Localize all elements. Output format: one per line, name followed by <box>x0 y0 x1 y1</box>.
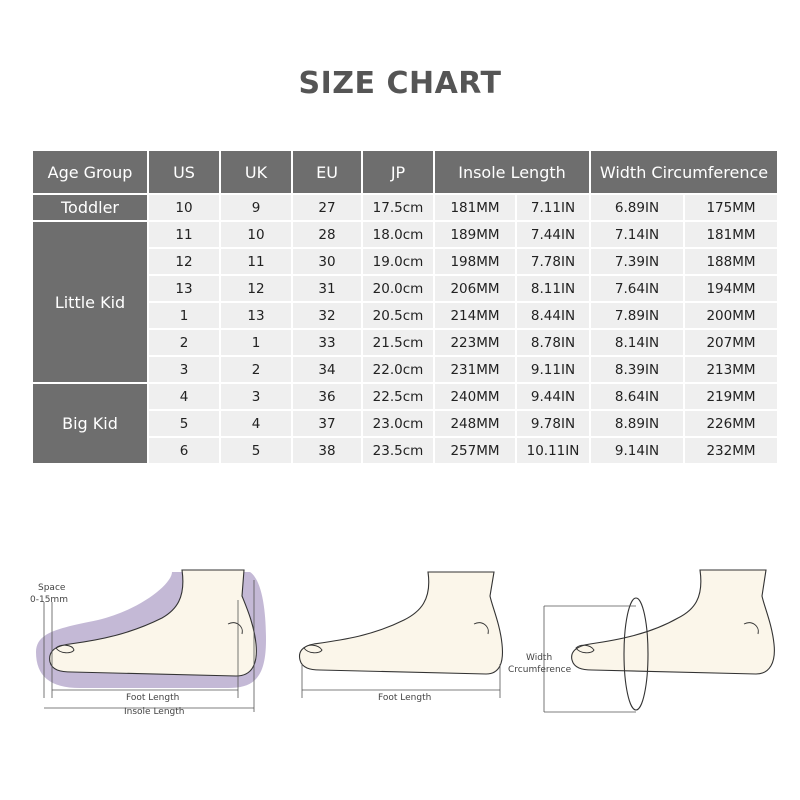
cell-insole-in: 10.11IN <box>516 437 590 464</box>
cell-eu: 34 <box>292 356 362 383</box>
cell-width-in: 8.14IN <box>590 329 684 356</box>
cell-insole-mm: 189MM <box>434 221 516 248</box>
cell-jp: 22.0cm <box>362 356 434 383</box>
cell-uk: 10 <box>220 221 292 248</box>
cell-uk: 5 <box>220 437 292 464</box>
cell-jp: 17.5cm <box>362 194 434 221</box>
space-label: Space <box>38 583 66 593</box>
cell-us: 1 <box>148 302 220 329</box>
cell-eu: 31 <box>292 275 362 302</box>
cell-insole-in: 9.78IN <box>516 410 590 437</box>
cell-insole-mm: 231MM <box>434 356 516 383</box>
cell-width-in: 7.64IN <box>590 275 684 302</box>
cell-uk: 9 <box>220 194 292 221</box>
cell-insole-mm: 248MM <box>434 410 516 437</box>
cell-width-mm: 232MM <box>684 437 778 464</box>
space-range-label: 0-15mm <box>30 595 68 605</box>
cell-uk: 4 <box>220 410 292 437</box>
cell-eu: 28 <box>292 221 362 248</box>
size-chart-table <box>31 149 779 465</box>
cell-width-mm: 194MM <box>684 275 778 302</box>
header-width-circumference: Width Circumference <box>590 150 778 194</box>
cell-us: 6 <box>148 437 220 464</box>
cell-width-mm: 175MM <box>684 194 778 221</box>
cell-uk: 2 <box>220 356 292 383</box>
cell-insole-in: 8.11IN <box>516 275 590 302</box>
cell-width-mm: 213MM <box>684 356 778 383</box>
cell-eu: 27 <box>292 194 362 221</box>
table-row <box>32 383 778 410</box>
group-big-kid: Big Kid <box>32 383 148 464</box>
foot-length-label-1: Foot Length <box>126 693 180 703</box>
cell-eu: 32 <box>292 302 362 329</box>
cell-jp: 19.0cm <box>362 248 434 275</box>
cell-width-mm: 207MM <box>684 329 778 356</box>
cell-jp: 23.5cm <box>362 437 434 464</box>
cell-insole-in: 8.78IN <box>516 329 590 356</box>
width-label: Width <box>526 653 553 663</box>
header-us: US <box>148 150 220 194</box>
cell-insole-in: 9.11IN <box>516 356 590 383</box>
table-header-row <box>32 150 778 194</box>
cell-us: 13 <box>148 275 220 302</box>
cell-insole-in: 9.44IN <box>516 383 590 410</box>
cell-us: 3 <box>148 356 220 383</box>
cell-width-in: 9.14IN <box>590 437 684 464</box>
cell-width-in: 8.39IN <box>590 356 684 383</box>
cell-us: 5 <box>148 410 220 437</box>
foot-shape-1 <box>50 570 257 676</box>
header-insole-length: Insole Length <box>434 150 590 194</box>
header-uk: UK <box>220 150 292 194</box>
cell-us: 2 <box>148 329 220 356</box>
circumference-label: Crcumference <box>508 665 572 675</box>
cell-width-mm: 188MM <box>684 248 778 275</box>
cell-us: 12 <box>148 248 220 275</box>
cell-width-in: 8.89IN <box>590 410 684 437</box>
cell-uk: 13 <box>220 302 292 329</box>
width-circumference-illustration <box>508 570 774 712</box>
cell-width-in: 8.64IN <box>590 383 684 410</box>
cell-eu: 33 <box>292 329 362 356</box>
cell-insole-mm: 214MM <box>434 302 516 329</box>
cell-insole-mm: 257MM <box>434 437 516 464</box>
insole-length-label: Insole Length <box>124 707 185 717</box>
cell-jp: 23.0cm <box>362 410 434 437</box>
cell-insole-mm: 206MM <box>434 275 516 302</box>
cell-eu: 36 <box>292 383 362 410</box>
cell-width-mm: 181MM <box>684 221 778 248</box>
cell-jp: 22.5cm <box>362 383 434 410</box>
cell-uk: 12 <box>220 275 292 302</box>
cell-uk: 3 <box>220 383 292 410</box>
cell-insole-in: 8.44IN <box>516 302 590 329</box>
cell-insole-in: 7.78IN <box>516 248 590 275</box>
cell-jp: 21.5cm <box>362 329 434 356</box>
header-eu: EU <box>292 150 362 194</box>
foot-length-label-2: Foot Length <box>378 693 432 703</box>
cell-insole-mm: 198MM <box>434 248 516 275</box>
size-chart-title: SIZE CHART <box>298 66 502 101</box>
cell-width-in: 6.89IN <box>590 194 684 221</box>
foot-length-illustration <box>300 572 503 703</box>
foot-insole-illustration <box>30 570 266 717</box>
cell-eu: 30 <box>292 248 362 275</box>
cell-width-mm: 219MM <box>684 383 778 410</box>
foot-measurement-diagram <box>0 540 800 800</box>
cell-eu: 37 <box>292 410 362 437</box>
table-row <box>32 221 778 248</box>
cell-uk: 1 <box>220 329 292 356</box>
foot-shape-2 <box>300 572 503 674</box>
cell-insole-in: 7.44IN <box>516 221 590 248</box>
cell-jp: 18.0cm <box>362 221 434 248</box>
cell-insole-mm: 181MM <box>434 194 516 221</box>
header-jp: JP <box>362 150 434 194</box>
cell-width-in: 7.14IN <box>590 221 684 248</box>
cell-us: 4 <box>148 383 220 410</box>
cell-insole-mm: 223MM <box>434 329 516 356</box>
cell-uk: 11 <box>220 248 292 275</box>
cell-insole-mm: 240MM <box>434 383 516 410</box>
foot-shape-3 <box>572 570 775 674</box>
cell-us: 11 <box>148 221 220 248</box>
cell-us: 10 <box>148 194 220 221</box>
group-little-kid: Little Kid <box>32 221 148 383</box>
header-age-group: Age Group <box>32 150 148 194</box>
cell-width-in: 7.39IN <box>590 248 684 275</box>
cell-width-in: 7.89IN <box>590 302 684 329</box>
cell-insole-in: 7.11IN <box>516 194 590 221</box>
cell-width-mm: 200MM <box>684 302 778 329</box>
cell-eu: 38 <box>292 437 362 464</box>
cell-jp: 20.0cm <box>362 275 434 302</box>
table-row <box>32 194 778 221</box>
cell-jp: 20.5cm <box>362 302 434 329</box>
group-toddler: Toddler <box>32 194 148 221</box>
cell-width-mm: 226MM <box>684 410 778 437</box>
